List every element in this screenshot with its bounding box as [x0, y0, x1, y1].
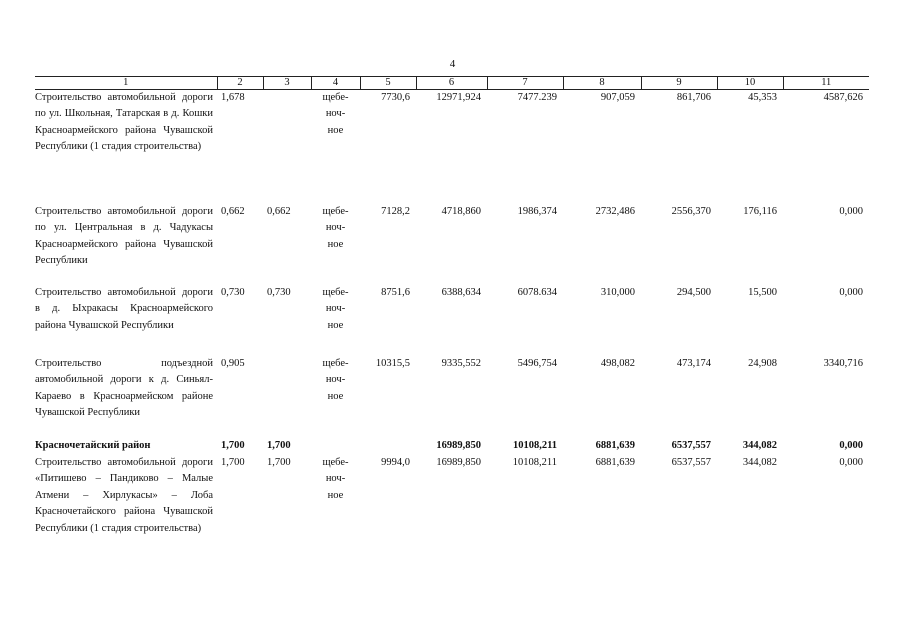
column-header-6: 6 — [416, 77, 487, 90]
cell-object-name: Красночетайский район — [35, 440, 151, 451]
cell-length-km: 0,905 — [221, 358, 245, 369]
table-row — [35, 90, 869, 205]
cell-cost-per-km: 7730,6 — [381, 92, 410, 103]
cell-surface-type: щебе- ноч- ное — [322, 287, 349, 331]
data-table — [35, 76, 869, 555]
cell-funds-local: 45,353 — [748, 92, 777, 103]
table-row — [35, 356, 869, 438]
cell-surface-type: щебе- ноч- ное — [322, 358, 349, 402]
cell-length-km-2: 0,662 — [267, 206, 291, 217]
cell-funds-total: 2732,486 — [595, 206, 635, 217]
cell-cost-per-km: 8751,6 — [381, 287, 410, 298]
cell-funds-prev: 7477.239 — [517, 92, 557, 103]
cell-length-km-2 — [263, 90, 311, 205]
cell-surface-type: щебе- ноч- ное — [322, 206, 349, 250]
cell-funds-prev: 6078.634 — [517, 287, 557, 298]
cell-total-cost: 16989,850 — [436, 457, 481, 468]
cell-funds-total: 907,059 — [600, 92, 635, 103]
table-row — [35, 455, 869, 555]
cell-length-km: 0,662 — [221, 206, 245, 217]
table-row — [35, 285, 869, 356]
column-header-9: 9 — [641, 77, 717, 90]
cell-length-km-2: 1,700 — [267, 440, 291, 451]
cell-funds-total: 6881,639 — [595, 440, 635, 451]
cell-total-cost: 9335,552 — [441, 358, 481, 369]
cell-cost-per-km: 10315,5 — [375, 358, 410, 369]
column-header-4: 4 — [311, 77, 360, 90]
cell-remainder: 0,000 — [839, 440, 863, 451]
cell-funds-total: 498,082 — [600, 358, 635, 369]
cell-object-name: Строительство автомобильной дороги «Питишево – Пандиково – Малые Атмени – Хирлукасы» – Лоба Красночетайского района Чувашской Республики (1 стадия строительства) — [35, 457, 213, 534]
cell-funds-local: 24,908 — [748, 358, 777, 369]
cell-funds-local: 344,082 — [742, 457, 777, 468]
table-header — [35, 77, 869, 90]
cell-length-km: 0,730 — [221, 287, 245, 298]
cell-cost-per-km: 7128,2 — [381, 206, 410, 217]
cell-cost-per-km: 9994,0 — [381, 457, 410, 468]
column-header-3: 3 — [263, 77, 311, 90]
cell-total-cost: 4718,860 — [441, 206, 481, 217]
cell-funds-total: 310,000 — [600, 287, 635, 298]
cell-object-name: Строительство автомобильной дороги в д. Ыхракасы Красноармейского района Чувашской Республики — [35, 287, 213, 331]
cell-object-name: Строительство автомобильной дороги по ул. Школьная, Татарская в д. Кошки Красноармейского района Чувашской Республики (1 стадия строительства) — [35, 92, 213, 153]
cell-length-km: 1,700 — [221, 440, 245, 451]
cell-length-km-2 — [263, 356, 311, 438]
cell-funds-local: 344,082 — [742, 440, 777, 451]
header-row — [35, 77, 869, 90]
cell-surface-type: щебе- ноч- ное — [322, 92, 349, 136]
column-header-2: 2 — [217, 77, 263, 90]
table-body — [35, 90, 869, 556]
table-row — [35, 204, 869, 285]
cell-funds-prev: 5496,754 — [517, 358, 557, 369]
cell-surface-type: щебе- ноч- ное — [322, 457, 349, 501]
column-header-8: 8 — [563, 77, 641, 90]
cell-funds-prev: 10108,211 — [512, 457, 557, 468]
cell-remainder: 0,000 — [839, 457, 863, 468]
column-header-11: 11 — [783, 77, 869, 90]
cell-funds-total: 6881,639 — [595, 457, 635, 468]
cell-length-km: 1,700 — [221, 457, 245, 468]
cell-funds-local: 15,500 — [748, 287, 777, 298]
column-header-1: 1 — [35, 77, 217, 90]
cell-funds-federal: 861,706 — [676, 92, 711, 103]
cell-funds-local: 176,116 — [743, 206, 777, 217]
cell-object-name: Строительство автомобильной дороги по ул. Центральная в д. Чадукасы Красноармейского района Чувашской Республики — [35, 206, 213, 267]
cell-funds-federal: 294,500 — [676, 287, 711, 298]
cell-funds-federal: 473,174 — [676, 358, 711, 369]
district-summary-row — [35, 438, 869, 455]
cell-funds-federal: 6537,557 — [671, 440, 711, 451]
cell-cost-per-km — [360, 438, 416, 455]
cell-total-cost: 12971,924 — [436, 92, 481, 103]
cell-length-km-2: 0,730 — [267, 287, 291, 298]
page-number: 4 — [449, 58, 456, 70]
column-header-7: 7 — [487, 77, 563, 90]
cell-total-cost: 16989,850 — [436, 440, 481, 451]
cell-surface-type — [311, 438, 360, 455]
cell-funds-federal: 6537,557 — [671, 457, 711, 468]
cell-remainder: 3340,716 — [823, 358, 863, 369]
cell-length-km-2: 1,700 — [267, 457, 291, 468]
column-header-10: 10 — [717, 77, 783, 90]
cell-funds-prev: 1986,374 — [517, 206, 557, 217]
cell-total-cost: 6388,634 — [441, 287, 481, 298]
cell-remainder: 0,000 — [839, 287, 863, 298]
cell-funds-federal: 2556,370 — [671, 206, 711, 217]
cell-object-name: Строительство подъездной автомобильной дороги к д. Синьял-Караево в Красноармейском районе Чувашской Республики — [35, 358, 213, 419]
cell-funds-prev: 10108,211 — [512, 440, 557, 451]
cell-remainder: 0,000 — [839, 206, 863, 217]
column-header-5: 5 — [360, 77, 416, 90]
cell-length-km: 1,678 — [221, 92, 245, 103]
cell-remainder: 4587,626 — [823, 92, 863, 103]
